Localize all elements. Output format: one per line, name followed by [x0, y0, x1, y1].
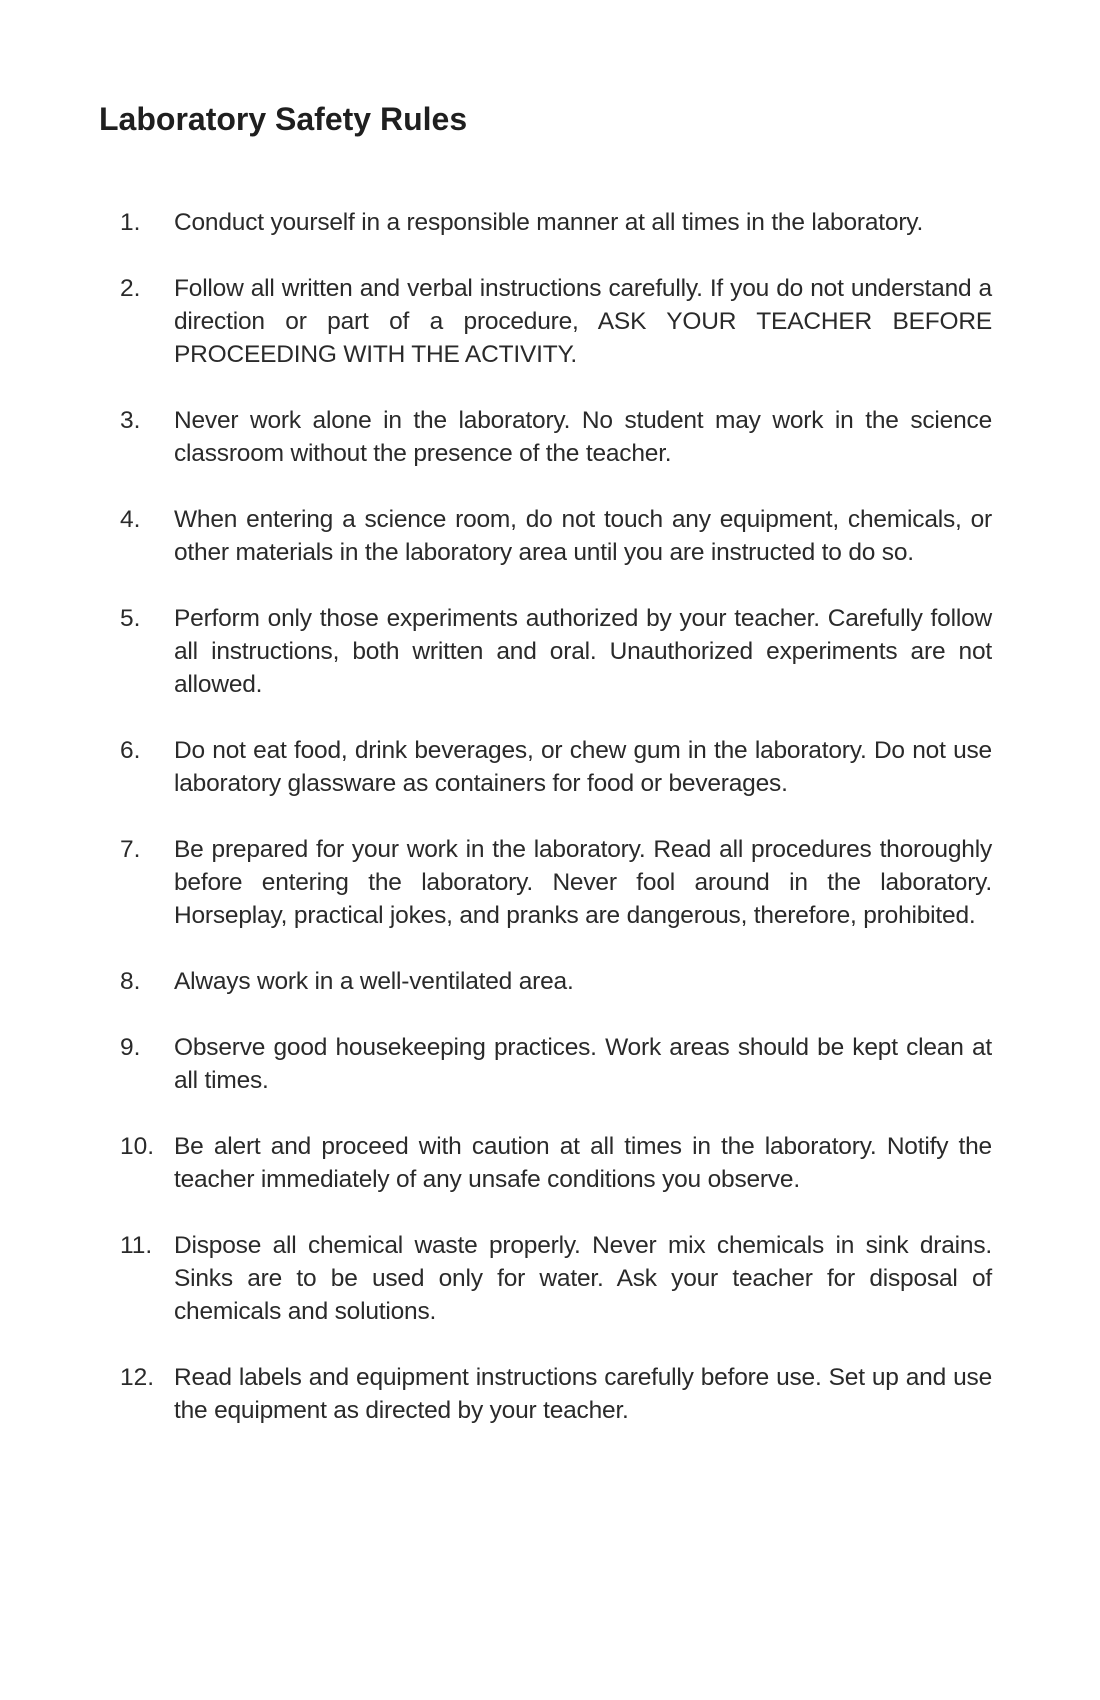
rule-text: Conduct yourself in a responsible manner at all times in the laboratory. — [174, 209, 924, 236]
rule-item — [120, 404, 992, 470]
rule-text: Observe good housekeeping practices. Work areas should be kept clean at all times. — [174, 1034, 992, 1094]
rule-number: 8. — [120, 968, 141, 995]
rule-item — [120, 272, 992, 371]
rule-text: When entering a science room, do not touch any equipment, chemicals, or other materials in the laboratory area until you are instructed to do so. — [174, 506, 992, 566]
rule-text: Dispose all chemical waste properly. Never mix chemicals in sink drains. Sinks are to be used only for water. Ask your teacher for disposal of chemicals and solutions. — [174, 1232, 992, 1325]
rule-text: Follow all written and verbal instructions carefully. If you do not understand a direction or part of a procedure, ASK YOUR TEACHER BEFORE PROCEEDING WITH THE ACTIVITY. — [174, 275, 992, 368]
page-title: Laboratory Safety Rules — [99, 101, 468, 137]
rule-item — [120, 206, 992, 239]
rule-text: Never work alone in the laboratory. No student may work in the science classroom without the presence of the teacher. — [174, 407, 992, 467]
rule-item — [120, 833, 992, 932]
rule-item — [120, 734, 992, 800]
rule-number: 5. — [120, 605, 141, 632]
rule-item — [120, 1130, 992, 1196]
rule-number: 9. — [120, 1034, 141, 1061]
rule-item — [120, 1031, 992, 1097]
rule-item — [120, 602, 992, 701]
rule-number: 11. — [120, 1232, 153, 1259]
rule-text: Always work in a well-ventilated area. — [174, 968, 574, 995]
rule-text: Be prepared for your work in the laboratory. Read all procedures thoroughly before entering the laboratory. Never fool around in the laboratory. Horseplay, practical jokes, and pranks are dangerous, therefore, prohibited. — [174, 836, 992, 929]
rule-number: 6. — [120, 737, 141, 764]
rule-item — [120, 965, 992, 998]
rule-text: Read labels and equipment instructions carefully before use. Set up and use the equipment as directed by your teacher. — [174, 1364, 992, 1424]
rule-number: 7. — [120, 836, 141, 863]
rule-text: Be alert and proceed with caution at all times in the laboratory. Notify the teacher immediately of any unsafe conditions you observe. — [174, 1133, 992, 1193]
rule-number: 12. — [120, 1364, 155, 1391]
rule-number: 10. — [120, 1133, 155, 1160]
rule-number: 3. — [120, 407, 141, 434]
rule-item — [120, 1361, 992, 1427]
rule-number: 2. — [120, 275, 141, 302]
rule-item — [120, 1229, 992, 1328]
rule-item — [120, 503, 992, 569]
rule-text: Do not eat food, drink beverages, or chew gum in the laboratory. Do not use laboratory glassware as containers for food or beverages. — [174, 737, 992, 797]
rule-number: 1. — [120, 209, 141, 236]
rule-number: 4. — [120, 506, 141, 533]
safety-rules-list — [120, 206, 992, 1460]
rule-text: Perform only those experiments authorized by your teacher. Carefully follow all instructions, both written and oral. Unauthorized experiments are not allowed. — [174, 605, 992, 698]
